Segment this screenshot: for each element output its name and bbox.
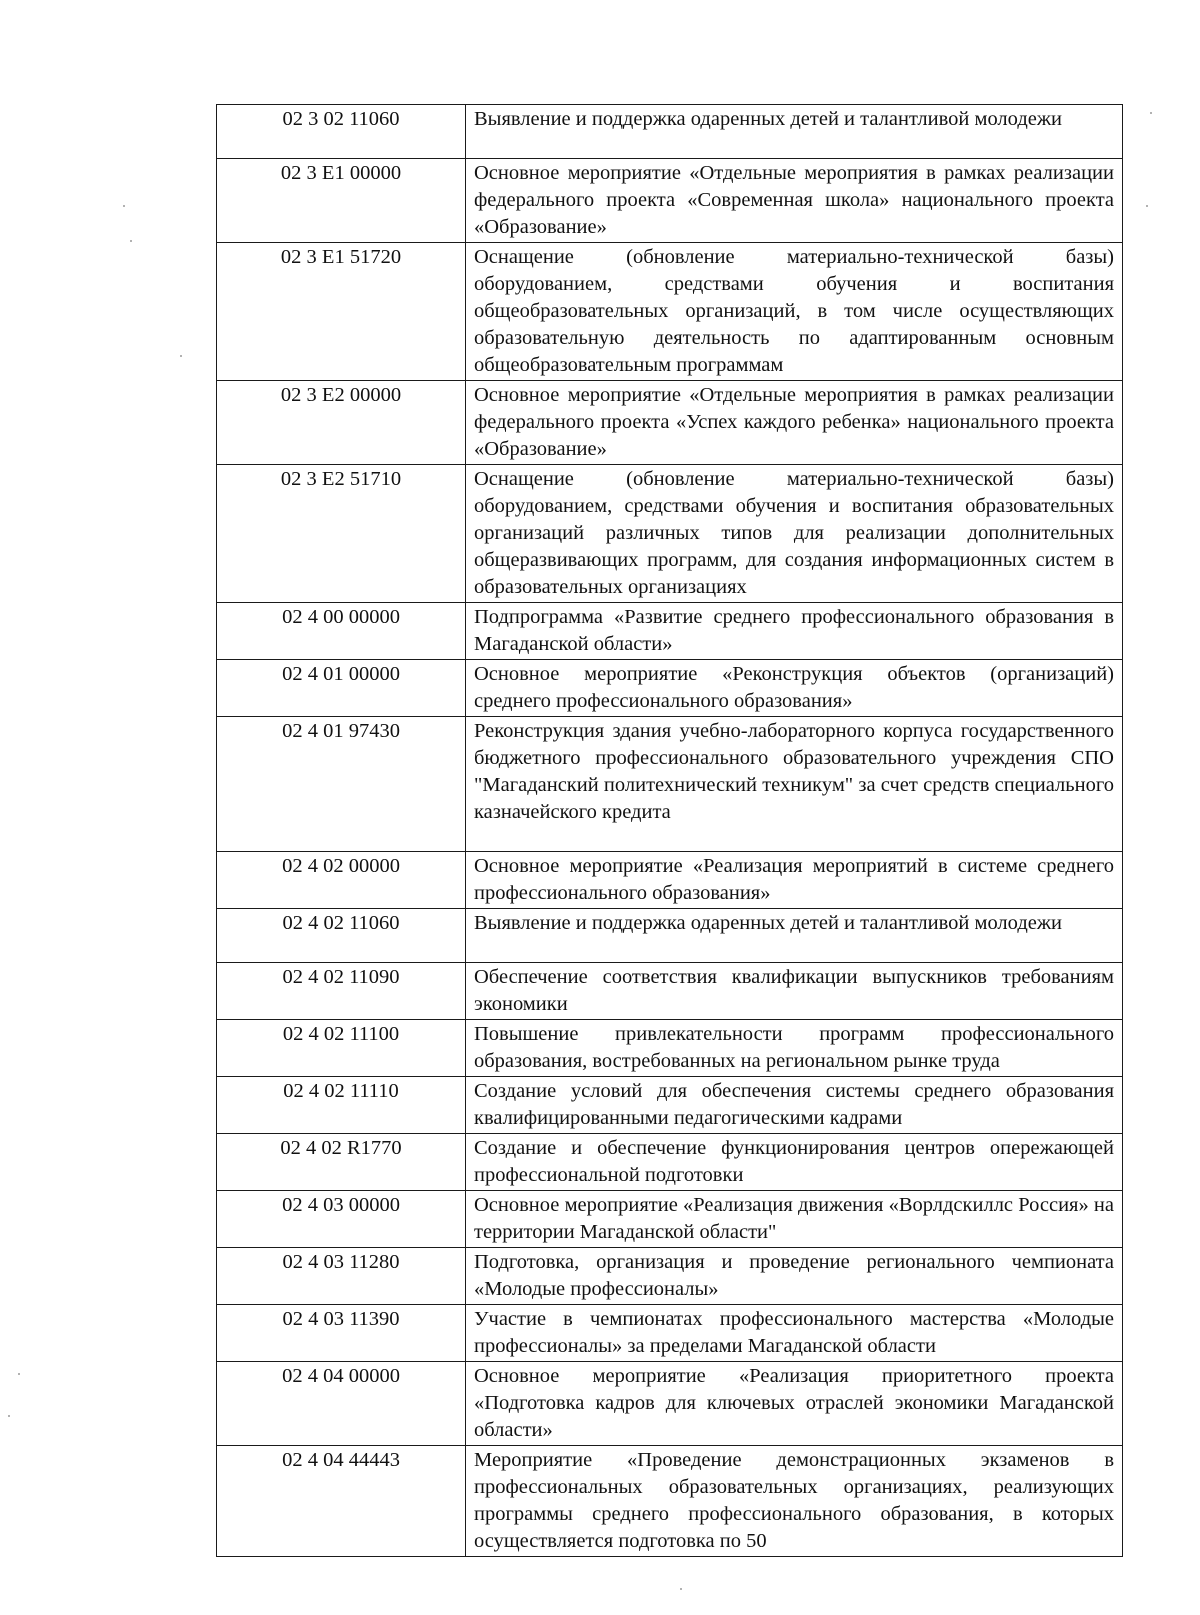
scan-speck bbox=[180, 355, 182, 357]
table-row bbox=[217, 1134, 1123, 1191]
expense-description: Основное мероприятие «Реализация приоритетного проекта «Подготовка кадров для ключевых отраслей экономики Магаданской области» bbox=[466, 1362, 1123, 1446]
table-row bbox=[217, 1248, 1123, 1305]
classification-code: 02 4 04 44443 bbox=[217, 1446, 466, 1557]
expense-description: Мероприятие «Проведение демонстрационных экзаменов в профессиональных образовательных организациях, реализующих программы среднего профессионального образования, в которых осуществляется подготовка по 50 bbox=[466, 1446, 1123, 1557]
classification-code: 02 3 Е2 00000 bbox=[217, 381, 466, 465]
scan-speck bbox=[130, 240, 132, 242]
classification-code: 02 3 Е1 51720 bbox=[217, 243, 466, 381]
expense-description: Выявление и поддержка одаренных детей и талантливой молодежи bbox=[466, 909, 1123, 963]
table-row bbox=[217, 243, 1123, 381]
classification-code: 02 4 02 00000 bbox=[217, 852, 466, 909]
expense-description: Создание и обеспечение функционирования центров опережающей профессиональной подготовки bbox=[466, 1134, 1123, 1191]
scan-speck bbox=[18, 1373, 20, 1375]
classification-code: 02 4 02 11090 bbox=[217, 963, 466, 1020]
classification-code: 02 3 02 11060 bbox=[217, 105, 466, 159]
expense-description: Основное мероприятие «Реализация движения «Ворлдскиллс Россия» на территории Магаданской области" bbox=[466, 1191, 1123, 1248]
scan-speck bbox=[680, 1588, 682, 1590]
expense-description: Создание условий для обеспечения системы среднего образования квалифицированными педагогическими кадрами bbox=[466, 1077, 1123, 1134]
expense-description: Основное мероприятие «Реконструкция объектов (организаций) среднего профессионального образования» bbox=[466, 660, 1123, 717]
classification-code: 02 4 02 R1770 bbox=[217, 1134, 466, 1191]
scan-speck bbox=[8, 1415, 10, 1417]
table-row bbox=[217, 852, 1123, 909]
classification-code: 02 4 00 00000 bbox=[217, 603, 466, 660]
classification-code: 02 4 03 11390 bbox=[217, 1305, 466, 1362]
classification-code: 02 4 02 11060 bbox=[217, 909, 466, 963]
classification-code: 02 4 04 00000 bbox=[217, 1362, 466, 1446]
table-row bbox=[217, 1446, 1123, 1557]
table-row bbox=[217, 717, 1123, 852]
expense-description: Подготовка, организация и проведение регионального чемпионата «Молодые профессионалы» bbox=[466, 1248, 1123, 1305]
expense-description: Участие в чемпионатах профессионального мастерства «Молодые профессионалы» за пределами Магаданской области bbox=[466, 1305, 1123, 1362]
scan-speck bbox=[123, 205, 125, 207]
table-row bbox=[217, 465, 1123, 603]
expense-description: Оснащение (обновление материально-технической базы) оборудованием, средствами обучения и воспитания образовательных организаций различных типов для реализации дополнительных общеразвивающих программ, для создания информационных систем в образовательных организациях bbox=[466, 465, 1123, 603]
table-row bbox=[217, 105, 1123, 159]
expense-description: Обеспечение соответствия квалификации выпускников требованиям экономики bbox=[466, 963, 1123, 1020]
table-row bbox=[217, 603, 1123, 660]
expense-description: Оснащение (обновление материально-технической базы) оборудованием, средствами обучения и воспитания общеобразовательных организаций, в том числе осуществляющих образовательную деятельность по адаптированным основным общеобразовательным программам bbox=[466, 243, 1123, 381]
table-row bbox=[217, 1362, 1123, 1446]
classification-code: 02 3 Е2 51710 bbox=[217, 465, 466, 603]
table-row bbox=[217, 963, 1123, 1020]
classification-code: 02 4 03 11280 bbox=[217, 1248, 466, 1305]
classification-code: 02 4 02 11100 bbox=[217, 1020, 466, 1077]
expense-description: Основное мероприятие «Отдельные мероприятия в рамках реализации федерального проекта «Современная школа» национального проекта «Образование» bbox=[466, 159, 1123, 243]
classification-code: 02 4 01 97430 bbox=[217, 717, 466, 852]
expense-description: Выявление и поддержка одаренных детей и талантливой молодежи bbox=[466, 105, 1123, 159]
table-row bbox=[217, 1077, 1123, 1134]
expense-description: Основное мероприятие «Отдельные мероприятия в рамках реализации федерального проекта «Успех каждого ребенка» национального проекта «Образование» bbox=[466, 381, 1123, 465]
scan-speck bbox=[1146, 205, 1148, 207]
table-row bbox=[217, 381, 1123, 465]
scan-speck bbox=[1150, 112, 1152, 114]
expense-description: Реконструкция здания учебно-лабораторного корпуса государственного бюджетного профессионального образовательного учреждения СПО "Магаданский политехнический техникум" за счет средств специального казначейского кредита bbox=[466, 717, 1123, 852]
table-row bbox=[217, 159, 1123, 243]
budget-classification-table bbox=[216, 104, 1123, 1557]
classification-code: 02 4 03 00000 bbox=[217, 1191, 466, 1248]
table-row bbox=[217, 1305, 1123, 1362]
table-row bbox=[217, 1020, 1123, 1077]
table-row bbox=[217, 1191, 1123, 1248]
classification-code: 02 3 Е1 00000 bbox=[217, 159, 466, 243]
expense-description: Основное мероприятие «Реализация мероприятий в системе среднего профессионального образования» bbox=[466, 852, 1123, 909]
table-row bbox=[217, 909, 1123, 963]
expense-description: Подпрограмма «Развитие среднего профессионального образования в Магаданской области» bbox=[466, 603, 1123, 660]
classification-code: 02 4 02 11110 bbox=[217, 1077, 466, 1134]
classification-code: 02 4 01 00000 bbox=[217, 660, 466, 717]
table-row bbox=[217, 660, 1123, 717]
expense-description: Повышение привлекательности программ профессионального образования, востребованных на региональном рынке труда bbox=[466, 1020, 1123, 1077]
